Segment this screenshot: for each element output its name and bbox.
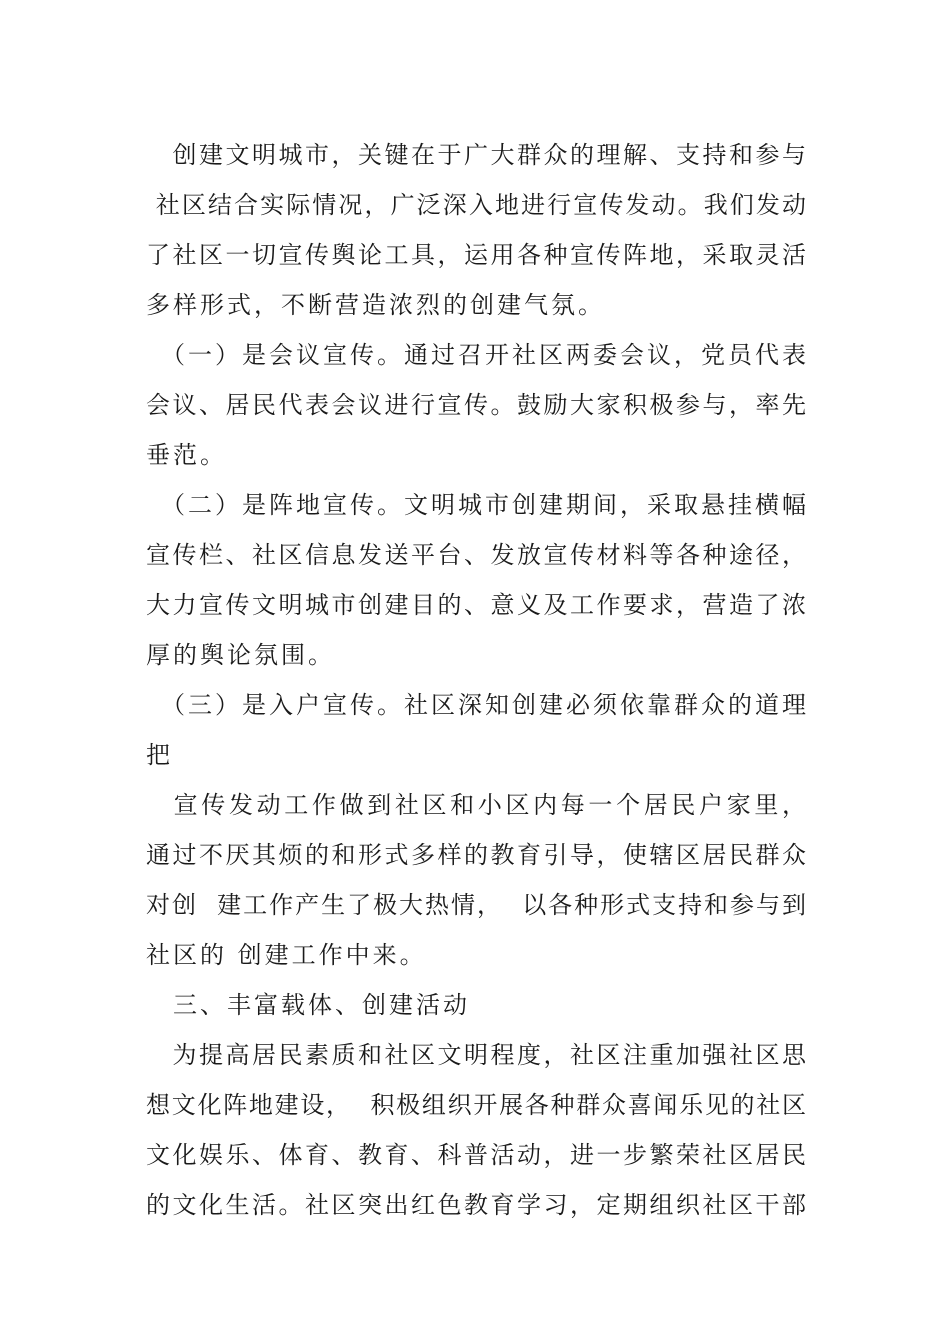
text-line: 社区结合实际情况，广泛深入地进行宣传发动。我们发动 [146, 191, 806, 219]
text-line: 宣传发动工作做到社区和小区内每一个居民户家里， [146, 791, 806, 819]
text-line: （二）是阵地宣传。文明城市创建期间，采取悬挂横幅 [146, 491, 806, 519]
text-line: 把 [146, 741, 173, 769]
text-line: 通过不厌其烦的和形式多样的教育引导，使辖区居民群众 [146, 841, 806, 869]
text-line: （三）是入户宣传。社区深知创建必须依靠群众的道理 [146, 691, 806, 719]
text-line: （一）是会议宣传。通过召开社区两委会议，党员代表 [146, 341, 806, 369]
text-line: 的文化生活。社区突出红色教育学习，定期组织社区干部 [146, 1191, 806, 1219]
body-text [146, 130, 806, 1230]
text-line: 对创 建工作产生了极大热情， 以各种形式支持和参与到 [146, 891, 806, 919]
text-line: 垂范。 [146, 441, 227, 469]
section-heading: 三、丰富载体、创建活动 [146, 991, 470, 1019]
text-line: 文化娱乐、体育、教育、科普活动，进一步繁荣社区居民 [146, 1141, 806, 1169]
text-line: 想文化阵地建设， 积极组织开展各种群众喜闻乐见的社区 [146, 1091, 806, 1119]
text-line: 为提高居民素质和社区文明程度，社区注重加强社区思 [146, 1041, 806, 1069]
text-line: 多样形式，不断营造浓烈的创建气氛。 [146, 291, 605, 319]
text-line: 创建文明城市，关键在于广大群众的理解、支持和参与 [146, 141, 806, 169]
text-line: 宣传栏、社区信息发送平台、发放宣传材料等各种途径， [146, 541, 806, 569]
text-line: 了社区一切宣传舆论工具，运用各种宣传阵地，采取灵活 [146, 241, 806, 269]
text-line: 社区的 创建工作中来。 [146, 941, 427, 969]
text-line: 会议、居民代表会议进行宣传。鼓励大家积极参与，率先 [146, 391, 806, 419]
text-line: 大力宣传文明城市创建目的、意义及工作要求，营造了浓 [146, 591, 806, 619]
text-line: 厚的舆论氛围。 [146, 641, 335, 669]
